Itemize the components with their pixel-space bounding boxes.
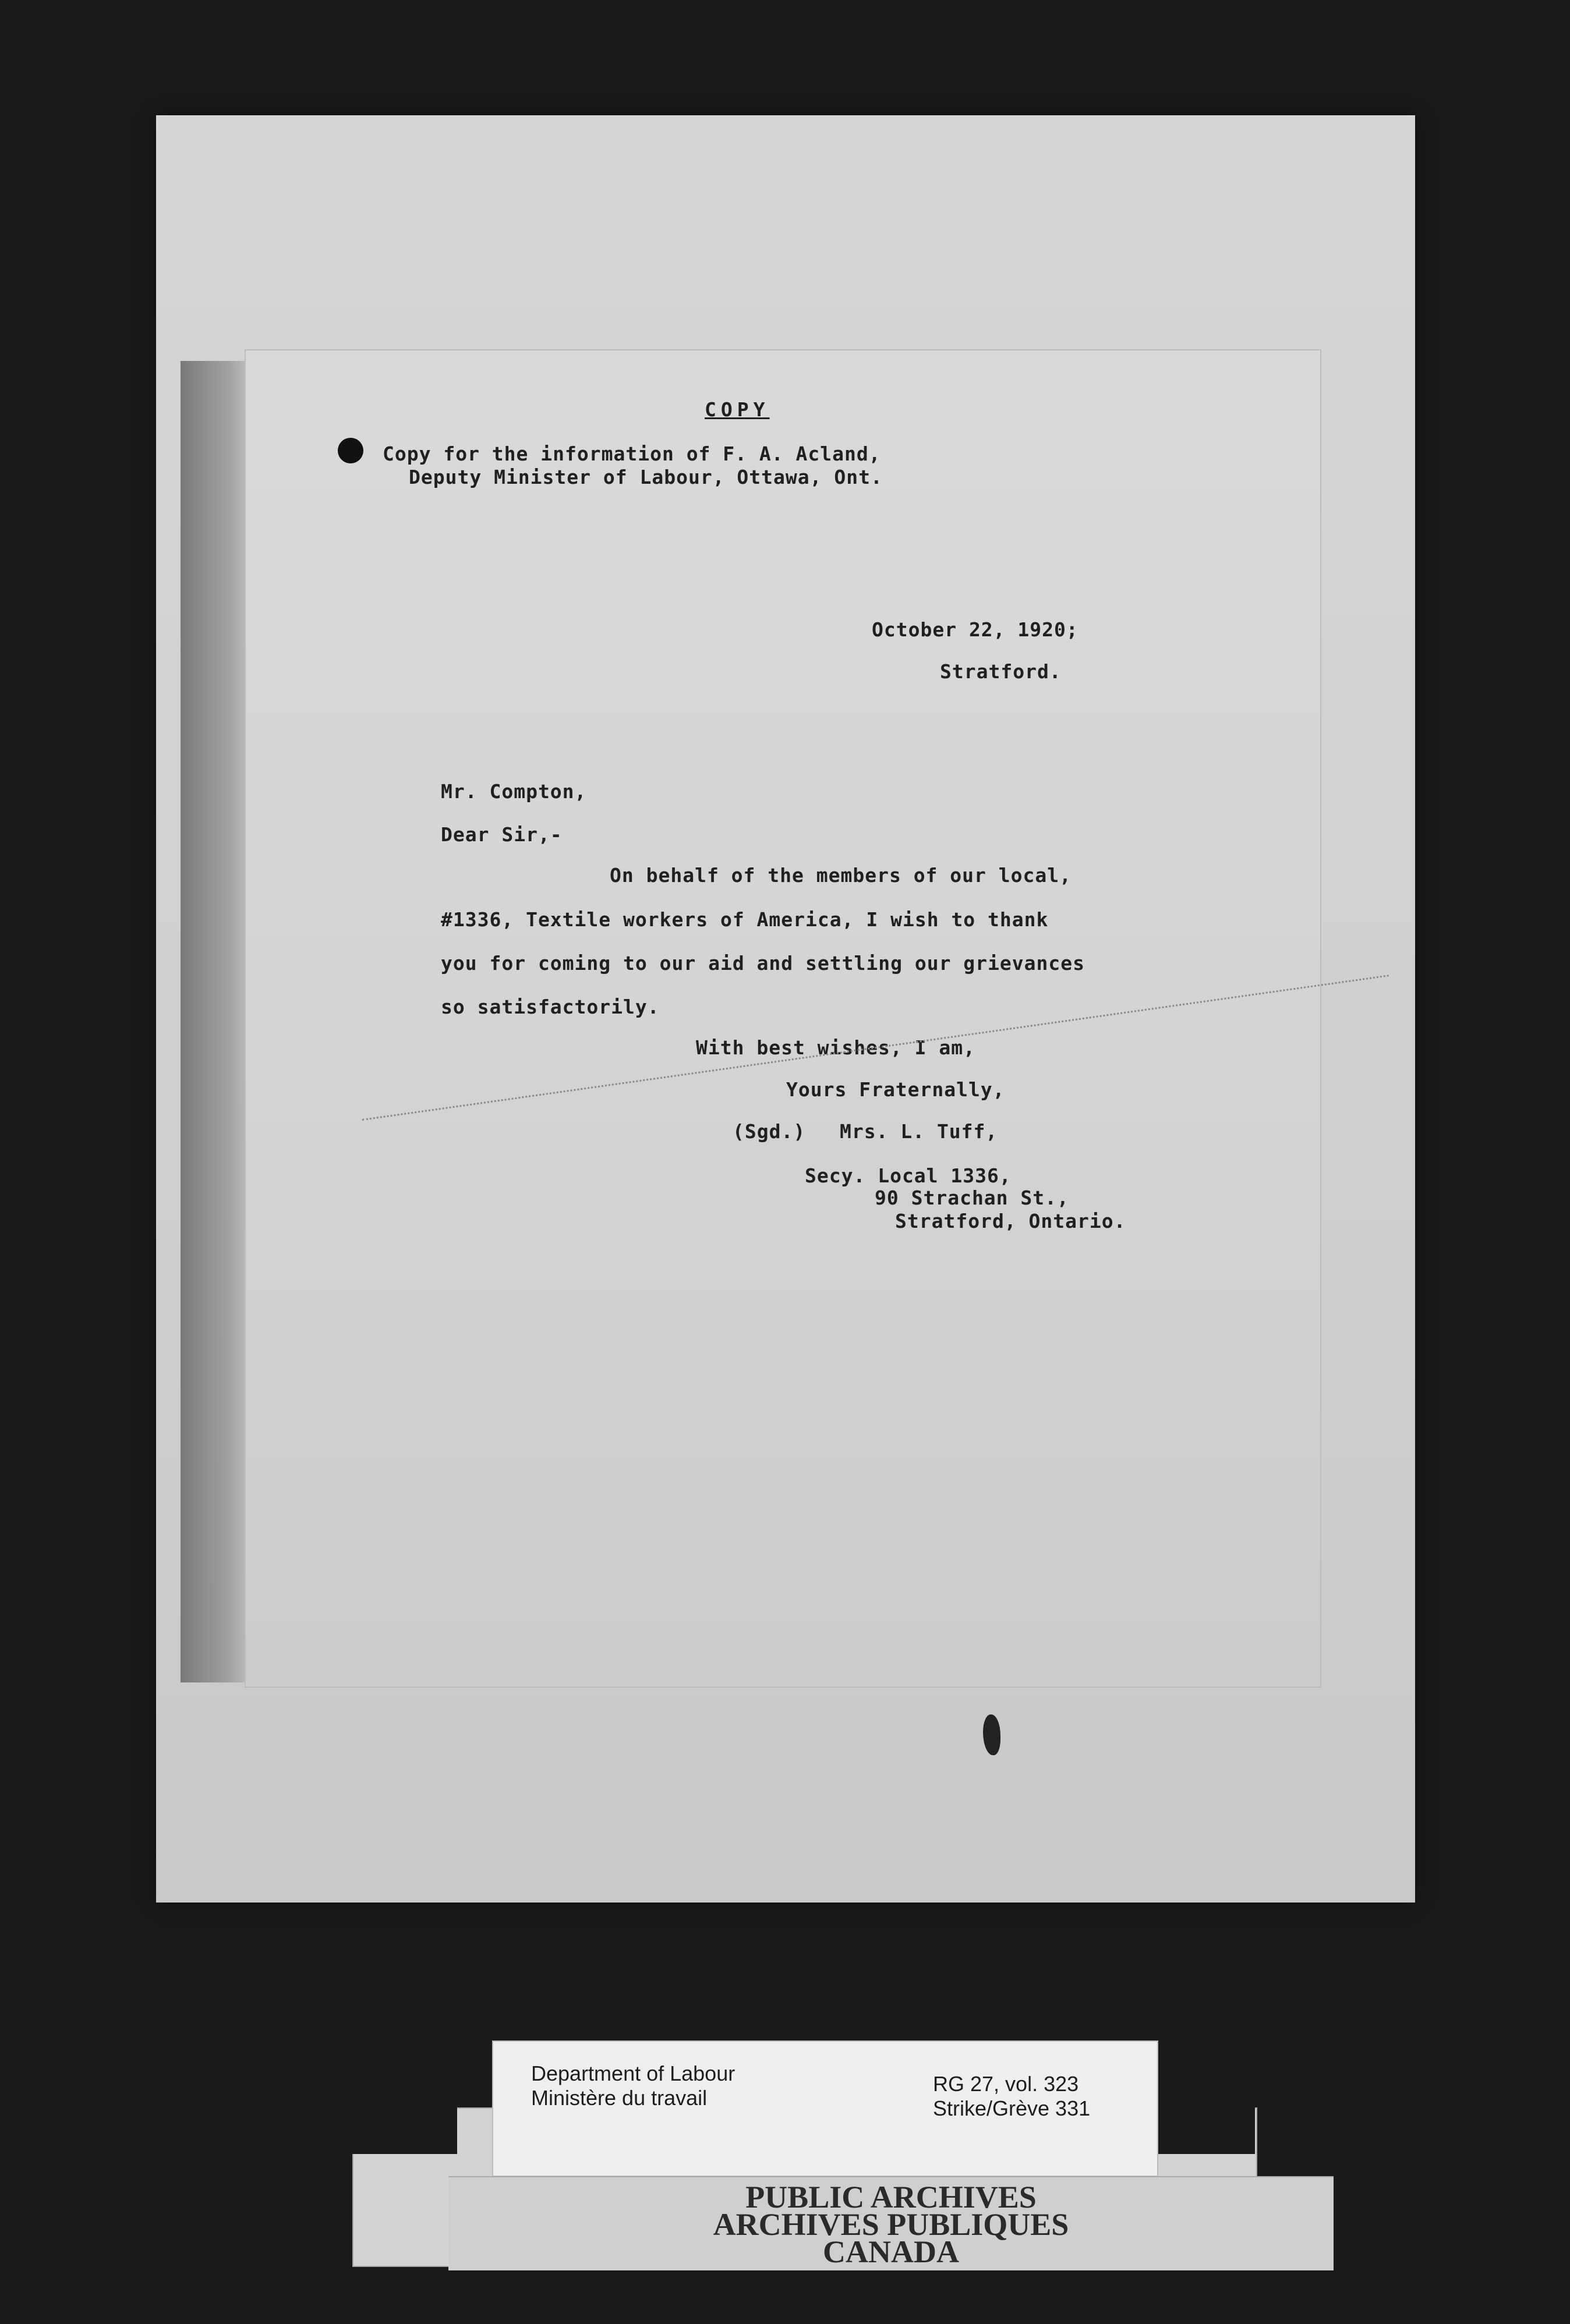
- body-line-3: you for coming to our aid and settling our grievances: [441, 952, 1085, 975]
- archives-stamp: [448, 2176, 1334, 2270]
- signer-title: Secy. Local 1336,: [805, 1164, 1012, 1187]
- signer-name: Mrs. L. Tuff,: [840, 1120, 998, 1143]
- cc-line-1: Copy for the information of F. A. Acland,: [383, 442, 881, 465]
- label-dept-en: Department of Labour: [531, 2061, 736, 2085]
- stamp-line-3: CANADA: [823, 2234, 959, 2269]
- stamp-line-2: ARCHIVES PUBLIQUES: [713, 2207, 1069, 2242]
- letter-place: Stratford.: [940, 660, 1062, 683]
- stamp-line-1: PUBLIC ARCHIVES: [745, 2180, 1037, 2215]
- tab-notch-left: [352, 2107, 457, 2154]
- letter-date: October 22, 1920;: [872, 618, 1079, 641]
- label-ref-volume: RG 27, vol. 323: [933, 2072, 1079, 2096]
- archive-label-card: [492, 2040, 1158, 2177]
- address-line-2: Stratford, Ontario.: [895, 1210, 1126, 1232]
- tab-notch-right: [1150, 2107, 1255, 2154]
- letter-heading: COPY: [705, 398, 770, 421]
- recipient: Mr. Compton,: [441, 780, 587, 803]
- body-line-4: so satisfactorily.: [441, 996, 660, 1018]
- closing-line-2: Yours Fraternally,: [786, 1078, 1005, 1101]
- label-dept-fr: Ministère du travail: [531, 2086, 708, 2110]
- punch-hole: [338, 438, 363, 463]
- closing-line-1: With best wishes, I am,: [696, 1036, 975, 1059]
- address-line-1: 90 Strachan St.,: [875, 1186, 1069, 1209]
- letter-shadow: [181, 361, 250, 1682]
- label-ref-strike: Strike/Grève 331: [933, 2096, 1091, 2120]
- body-line-2: #1336, Textile workers of America, I wish to thank: [441, 908, 1049, 931]
- letter-page: [245, 349, 1321, 1688]
- signed-mark: (Sgd.): [733, 1120, 806, 1143]
- cc-line-2: Deputy Minister of Labour, Ottawa, Ont.: [409, 466, 883, 488]
- body-line-1: On behalf of the members of our local,: [610, 864, 1072, 887]
- salutation: Dear Sir,-: [441, 823, 563, 846]
